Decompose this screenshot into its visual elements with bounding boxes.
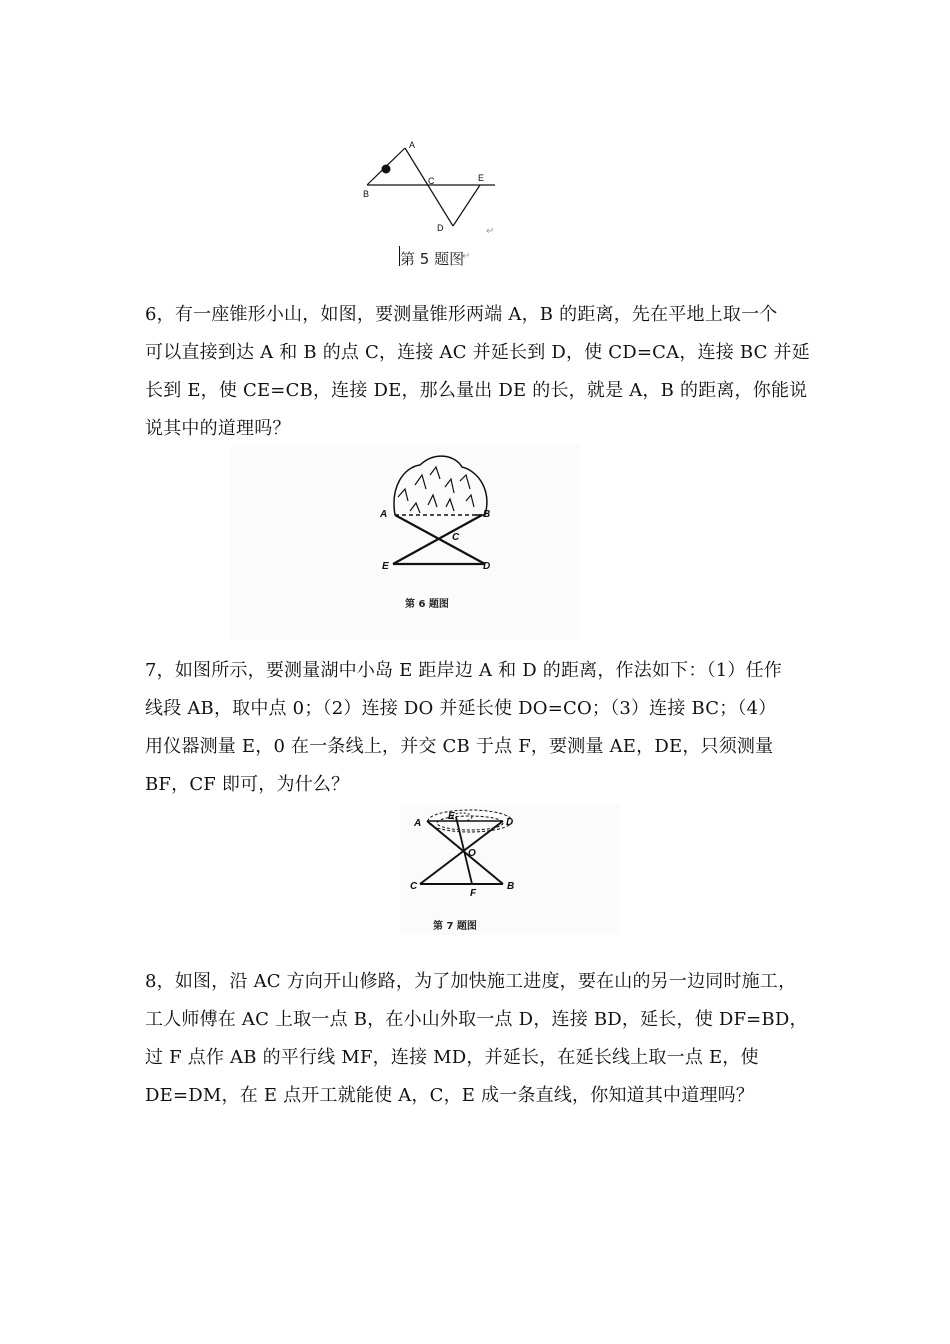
- question-7-line: 7，如图所示，要测量湖中小岛 E 距岸边 A 和 D 的距离，作法如下：（1）任作: [145, 660, 783, 681]
- figure-5-caption: 第 5 题图: [400, 250, 465, 268]
- label-e: E: [478, 173, 485, 183]
- label-a: A: [414, 818, 422, 829]
- question-8-line: 8，如图，沿 AC 方向开山修路，为了加快施工进度，要在山的另一边同时施工，: [145, 971, 797, 992]
- question-6-line: 长到 E，使 CE=CB，连接 DE，那么量出 DE 的长，就是 A，B 的距离，你能说: [145, 380, 808, 401]
- question-8-line: 工人师傅在 AC 上取一点 B，在小山外取一点 D，连接 BD，延长，使 DF=BD，: [145, 1009, 808, 1030]
- figure-6-caption: 第 6 题图: [405, 599, 449, 610]
- question-6: [145, 296, 815, 448]
- label-b: B: [483, 509, 491, 520]
- text-cursor: [399, 246, 400, 266]
- figure-6-diagram: [230, 445, 580, 640]
- label-b: B: [363, 189, 370, 199]
- label-d: D: [506, 817, 514, 828]
- figure-6: [230, 445, 580, 640]
- figure-7-diagram: [400, 805, 620, 935]
- question-6-line: 6，有一座锥形小山，如图，要测量锥形两端 A，B 的距离，先在平地上取一个: [145, 304, 778, 325]
- question-8: [145, 963, 815, 1115]
- question-7-line: 线段 AB，取中点 0；（2）连接 DO 并延长使 DO=CO；（3）连接 BC；（4）: [145, 698, 777, 719]
- question-6-line: 说其中的道理吗？: [145, 418, 291, 439]
- label-c: C: [452, 532, 460, 543]
- label-o: O: [468, 848, 476, 859]
- figure-5: [355, 138, 505, 238]
- question-7-line: 用仪器测量 E，0 在一条线上，并交 CB 于点 F，要测量 AE，DE，只须测量: [145, 736, 774, 757]
- label-b: B: [507, 881, 515, 892]
- figure-7: [400, 805, 620, 935]
- figure-5-diagram: [355, 138, 505, 238]
- question-7: [145, 652, 815, 804]
- label-c: C: [428, 176, 435, 186]
- label-e: E: [448, 811, 455, 822]
- paragraph-mark: ↵: [462, 251, 471, 262]
- label-a: A: [380, 509, 388, 520]
- label-e: E: [382, 561, 389, 572]
- ball-marker: [382, 165, 391, 174]
- label-c: C: [410, 881, 418, 892]
- label-a: A: [409, 140, 416, 150]
- svg-text:↵: ↵: [486, 226, 495, 237]
- question-8-line: 过 F 点作 AB 的平行线 MF，连接 MD，并延长，在延长线上取一点 E，使: [145, 1047, 759, 1068]
- figure-7-caption: 第 7 题图: [433, 921, 477, 932]
- question-6-line: 可以直接到达 A 和 B 的点 C，连接 AC 并延长到 D，使 CD=CA，连接 BC 并延: [145, 342, 810, 363]
- question-7-line: BF，CF 即可，为什么？: [145, 774, 350, 795]
- question-8-line: DE=DM，在 E 点开工就能使 A，C，E 成一条直线，你知道其中道理吗？: [145, 1085, 755, 1106]
- label-d: D: [483, 561, 491, 572]
- label-f: F: [470, 888, 477, 899]
- label-d: D: [437, 223, 444, 233]
